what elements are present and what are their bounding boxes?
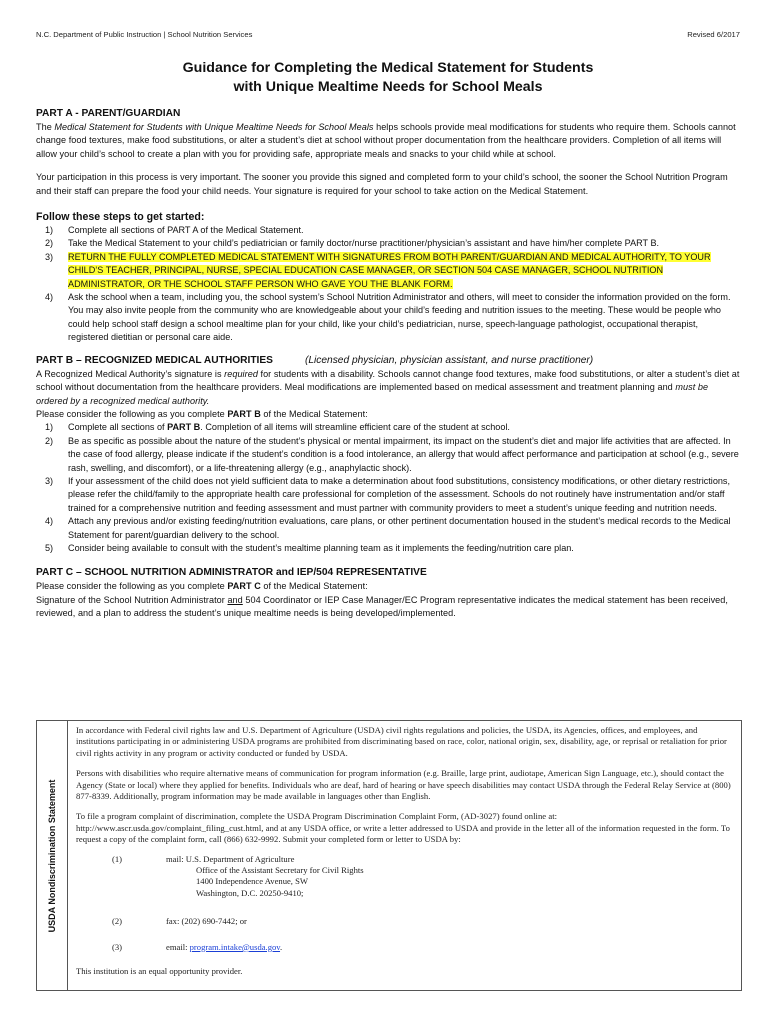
step-text: If your assessment of the child does not yield sufficient data to make a determination about food substitutions, consistency modifications, or other dietary restrictions, please refer the child/family to the appropriate health care professional for completion of the assessment. Schools do not routinely have instrumentation and/or staff trained for a comprehensive nutrition and feeding assessment and must partner with community providers to meet a student’s unique feeding and nutrition needs. [68, 475, 731, 513]
part-b-p1-required: required [224, 368, 258, 379]
contact-fax [76, 916, 733, 927]
part-c-paragraph-1 [36, 580, 740, 593]
part-b-subtitle: (Licensed physician, physician assistant, and nurse practitioner) [304, 354, 594, 366]
address-line: 1400 Independence Avenue, SW [196, 876, 308, 887]
step-number: 2) [45, 435, 54, 446]
step-number: 1) [45, 225, 54, 236]
part-a-p1-form-name: Medical Statement for Students with Unique Mealtime Needs for School Meals [54, 122, 374, 132]
part-b-p2-b: of the Medical Statement: [260, 408, 368, 419]
step-text-highlighted [68, 251, 740, 291]
header-revision: Revised 6/2017 [687, 30, 740, 39]
step-text: Consider being available to consult with the student’s mealtime planning team as it implements the feeding/nutrition care plan. [68, 542, 574, 553]
step-text: Be as specific as possible about the nature of the student’s physical or mental impairment, its impact on the student’s diet and major life activities that are affected. In the case of food allergy, please indicate if the student’s condition is a food intolerance, an allergy that would affect performance and participation at school (e.g., severe rash, swelling, and discomfort), or a life-threatening allergy (e.g., anaphylactic shock). [68, 435, 739, 473]
steps-heading: Follow these steps to get started: [36, 211, 205, 224]
equal-opportunity-statement: This institution is an equal opportunity provider. [76, 966, 243, 977]
part-c-p2-and: and [227, 594, 243, 605]
document-title [36, 59, 740, 97]
step-number: 3) [45, 475, 54, 486]
step-number: 5) [45, 542, 54, 553]
step1-bold: PART B [167, 422, 201, 433]
part-b-p2-bold: PART B [227, 408, 261, 419]
contact-mail [76, 854, 733, 900]
highlighted-text: RETURN THE FULLY COMPLETED MEDICAL STATEMENT WITH SIGNATURES FROM BOTH PARENT/GUARDIAN AND MEDICAL AUTHORITY, TO YOUR CHILD’S TEACHER, PRINCIPAL, NURSE, SPECIAL EDUCATION CASE MANAGER, OR SECTION 504 CASE MANAGER, SCHOOL NUTRITION ADMINISTRATOR, OR THE SCHOOL STAFF PERSON WHO GAVE YOU THE BLANK FORM. [68, 251, 711, 289]
part-c-p2-b: 504 Coordinator or IEP Case Manager/EC Program representative indicates the medical statement has been received, reviewed, and a plan to address the student’s unique mealtime needs is being developed/implemented. [36, 594, 728, 619]
step-text: Attach any previous and/or existing feeding/nutrition evaluations, care plans, or other pertinent documentation housed in the student’s medical records to the Medical Statement for parent/guardian delivery to the school. [68, 516, 731, 540]
title-line-1: Guidance for Completing the Medical Statement for Students [182, 60, 594, 76]
part-b-title: PART B – RECOGNIZED MEDICAL AUTHORITIES [36, 354, 273, 366]
page-header [36, 30, 740, 39]
email-link[interactable]: program.intake@usda.gov [189, 941, 281, 952]
nondiscrimination-box [36, 720, 742, 991]
part-c-p1-bold: PART C [227, 581, 261, 592]
item-number: (3) [112, 941, 123, 952]
address-line: mail: U.S. Department of Agriculture [166, 853, 295, 864]
step-number: 4) [45, 292, 54, 303]
item-number: (1) [112, 853, 123, 864]
part-b-paragraph-2 [36, 408, 740, 421]
step-text: Take the Medical Statement to your child’s pediatrician or family doctor/nurse practitioner/physician’s assistant and have him/her complete PART B. [68, 238, 660, 249]
step-text: Complete all sections of PART A of the Medical Statement. [68, 225, 304, 236]
nondiscrimination-side-label [37, 721, 68, 990]
email-lead: email: [166, 941, 190, 952]
part-a-p1-lead: The [36, 122, 55, 132]
item-number: (2) [112, 916, 123, 927]
step-number: 2) [45, 238, 54, 249]
part-a-heading: PART A - PARENT/GUARDIAN [36, 108, 181, 119]
email-text [166, 942, 282, 953]
list-item [36, 475, 740, 515]
nondiscrimination-paragraph-2: Persons with disabilities who require alternative means of communication for program information (e.g. Braille, large print, audiotape, American Sign Language, etc.), should contact the Agency (State or local) where they applied for benefits. Individuals who are deaf, hard of hearing or have speech disabilities may contact USDA through the Federal Relay Service at (800) 877-8339. Additionally, program information may be made available in languages other than English. [76, 768, 731, 802]
list-item [36, 224, 740, 237]
step1-b: . Completion of all items will streamline efficient care of the student at school. [200, 422, 510, 433]
part-b-p1-a: A Recognized Medical Authority’s signature is [36, 368, 225, 379]
email-tail: . [280, 941, 283, 952]
part-c-heading: PART C – SCHOOL NUTRITION ADMINISTRATOR and IEP/504 REPRESENTATIVE [36, 567, 427, 579]
nondiscrimination-content [68, 721, 741, 990]
list-item [36, 291, 740, 345]
address-line: Washington, D.C. 20250-9410; [196, 887, 304, 898]
part-c-p1-a: Please consider the following as you complete [36, 581, 228, 592]
step-number: 1) [45, 422, 54, 433]
nondiscrimination-paragraph-3: To file a program complaint of discrimination, complete the USDA Program Discrimination Complaint Form, (AD-3027) found online at: http://www.ascr.usda.gov/complaint_filing_cust.html, and at any USDA office, or write a letter addressed to USDA and provide in the letter all of the information requested in the form. To request a copy of the complaint form, call (866) 632-9992. Submit your completed form or letter to USDA by: [76, 811, 730, 845]
part-b-p1-ordered: must be ordered by a recognized medical authority. [36, 382, 709, 406]
list-item [36, 421, 740, 434]
part-c-p2-a: Signature of the School Nutrition Administrator [36, 594, 228, 605]
list-item [36, 251, 740, 291]
title-line-2: with Unique Mealtime Needs for School Meals [233, 79, 543, 95]
step-text: Ask the school when a team, including you, the school system’s School Nutrition Administrator and others, will meet to consider the information provided on the form. You may also invite people from the community who are knowledgeable about your child’s feeding and nutrition issues to the meeting. These would be people who could help school staff design a school mealtime plan for your child, like your child’s pediatrician, nurse, speech-language pathologist, occupational therapist, registered dietitian or personal care aide. [68, 292, 731, 343]
part-a-steps [36, 224, 740, 345]
step-text [68, 421, 740, 434]
part-b-heading [36, 354, 740, 368]
part-a-paragraph-1 [36, 121, 740, 161]
part-a-p1-rest: helps schools provide meal modifications for students who require them. Schools cannot change food textures, make food substitutions, or alter a student’s diet at school without proper documentation from the healthcare providers. Completion of all items will allow your child’s school to create a plan with you for providing safe, appropriate meals and snacks to your child while at school. [36, 122, 736, 159]
part-a-paragraph-2: Your participation in this process is very important. The sooner you provide this signed and completed form to your child’s school, the sooner the School Nutrition Program and their staff can prepare the food your child needs. Your signature is required for your school to take action on the Medical Statement. [36, 172, 728, 196]
part-c-paragraph-2 [36, 594, 740, 621]
list-item [36, 237, 740, 250]
header-department: N.C. Department of Public Instruction | School Nutrition Services [36, 30, 253, 39]
part-b-p1-b: for students with a disability. Schools cannot change food textures, make food substitutions, or alter a student’s diet at school without documentation from the healthcare providers. Meal modifications are implemented based on medical assessment and treatment planning and [36, 368, 740, 393]
part-b-steps [36, 421, 740, 555]
nondiscrimination-paragraph-1: In accordance with Federal civil rights law and U.S. Department of Agriculture (USDA) civil rights regulations and policies, the USDA, its Agencies, offices, and employees, and institutions participating in or administering USDA programs are prohibited from discriminating based on race, color, national origin, sex, disability, age, or reprisal or retaliation for prior civil rights activity in any program or activity conducted or funded by USDA. [76, 725, 727, 758]
part-b-paragraph-1 [36, 368, 740, 408]
side-label-text: USDA Nondiscrimination Statement [47, 779, 57, 932]
fax-text: fax: (202) 690-7442; or [166, 916, 247, 927]
step-number: 4) [45, 516, 54, 527]
list-item [36, 542, 740, 555]
step1-a: Complete all sections of [68, 422, 168, 433]
list-item [36, 515, 740, 542]
part-c-p1-b: of the Medical Statement: [260, 581, 368, 592]
mail-address [166, 854, 364, 900]
part-b-p2-a: Please consider the following as you complete [36, 408, 228, 419]
contact-email [76, 942, 733, 953]
document-page [36, 30, 740, 621]
address-line: Office of the Assistant Secretary for Civil Rights [196, 865, 364, 876]
list-item [36, 435, 740, 475]
step-number: 3) [45, 251, 54, 262]
